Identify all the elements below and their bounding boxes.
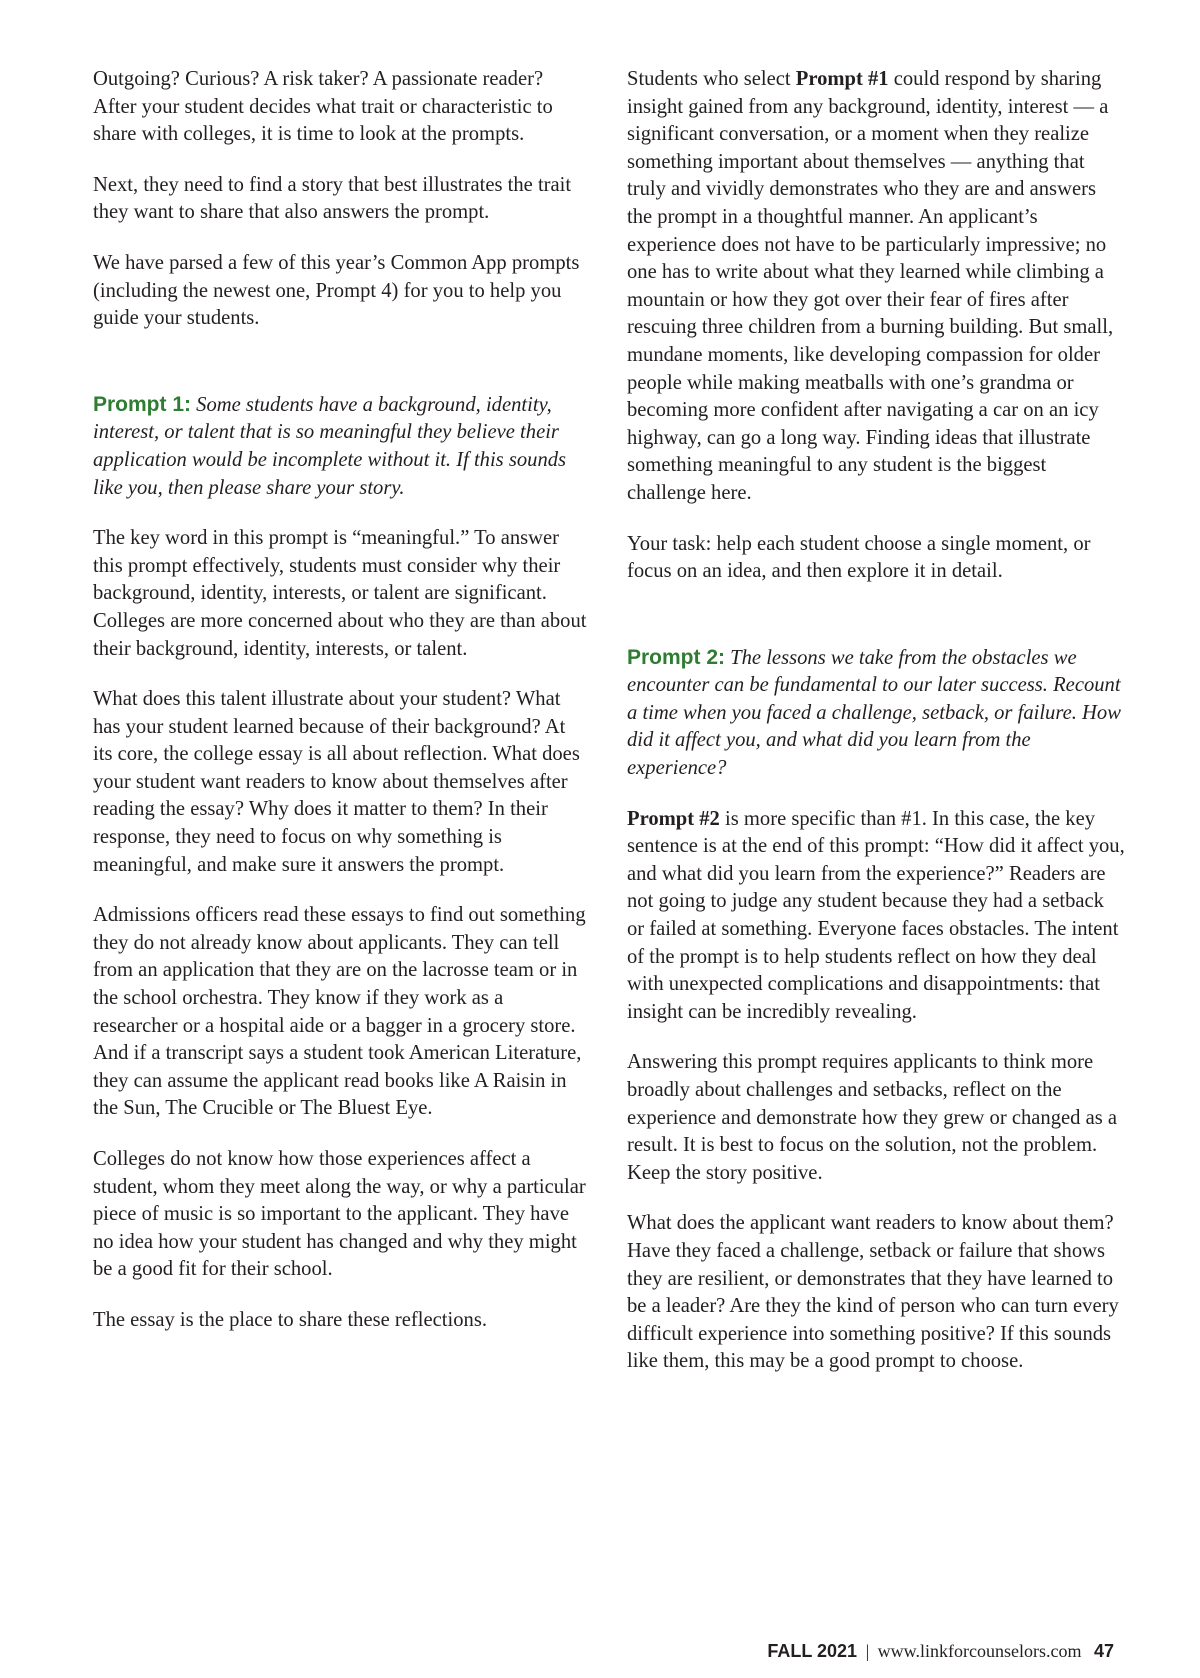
task-paragraph: Your task: help each student choose a single moment, or focus on an idea, and then explore it in detail. — [627, 532, 1091, 583]
admissions-paragraph: Admissions officers read these essays to find out something they do not already know about applicants. They can tell from an application that they are on the lacrosse team or in the school orchestra. They know if they work as a researcher or a hospital aide or a bagger in a grocery store. And if a transcript says a student took American Literature, they can assume the applicant read books like A Raisin in the Sun, The Crucible or The Bluest Eye. — [93, 904, 586, 1120]
essay-paragraph: The essay is the place to share these reflections. — [93, 1308, 487, 1331]
page-number: 47 — [1093, 1641, 1114, 1661]
answering-paragraph: Answering this prompt requires applicants to think more broadly about challenges and setbacks, reflect on the experience and demonstrate how they grew or changed as a result. It is best to focus on the solution, not the problem. Keep the story positive. — [627, 1051, 1118, 1184]
prompt-1-label: Prompt #1 — [795, 68, 889, 90]
talent-paragraph: What does this talent illustrate about your student? What has your student learned because of their background? At its core, the college essay is all about reflection. What does your student want readers to know about themselves after reading the essay? Why does it matter to them? In their response, they need to focus on why something is meaningful, and make sure it answers the prompt. — [93, 688, 580, 876]
left-column — [93, 66, 589, 1358]
prompt-2-label: Prompt #2 — [627, 807, 720, 830]
prompt-2-response-paragraph — [627, 806, 1125, 1027]
page-footer — [767, 1641, 1114, 1662]
issue-label: FALL 2021 — [767, 1641, 858, 1661]
footer-separator: | — [865, 1641, 870, 1661]
website-link[interactable]: www.linkforcounselors.com — [877, 1641, 1082, 1661]
story-paragraph: Next, they need to find a story that best illustrates the trait they want to share that also answers the prompt. — [93, 173, 572, 224]
prompt-1-response-body: could respond by sharing insight gained from any background, identity, interest — a significant conversation, or a moment when they realize something important about themselves — anything that truly and vividly demonstrates who they are and answers the prompt in a thoughtful manner. An applicant’s experience does not have to be particularly impressive; no one has to write about what they learned while climbing a mountain or how they got over their fear of fires after rescuing three children from a burning building. But small, mundane moments, like developing compassion for older people while making meatballs with one’s grandma or becoming more confident after navigating a car on an icy highway, can go a long way. Finding ideas that illustrate something meaningful to any student is the biggest challenge here. — [627, 68, 1114, 504]
prompt-1-block — [93, 391, 589, 502]
colleges-paragraph: Colleges do not know how those experiences affect a student, whom they meet along the way, or why a particular piece of music is so important to the applicant. They have no idea how your student has changed and why they might be a good fit for their school. — [93, 1148, 586, 1281]
right-column — [627, 66, 1125, 1399]
meaningful-paragraph: The key word in this prompt is “meaningful.” To answer this prompt effectively, students must consider why their background, identity, interests, or talent are significant. Colleges are more concerned about who they are than about their background, identity, interests, or talent. — [93, 527, 587, 660]
prompt-1-response-lead: Students who select — [627, 68, 796, 90]
parsed-prompts-paragraph: We have parsed a few of this year’s Common App prompts (including the newest one, Prompt 4) for you to help you guide your students. — [93, 251, 580, 330]
prompt-1-response-paragraph — [627, 66, 1125, 508]
prompt-2-block — [627, 644, 1125, 783]
prompt-2-heading: Prompt 2: — [627, 645, 726, 669]
prompt-1-heading: Prompt 1: — [93, 392, 192, 416]
prompt-1-text: Some students have a background, identity, interest, or talent that is so meaningful they believe their application would be incomplete without it. If this sounds like you, then please share your story. — [93, 393, 567, 499]
intro-paragraph: Outgoing? Curious? A risk taker? A passionate reader? After your student decides what trait or characteristic to share with colleges, it is time to look at the prompts. — [93, 68, 553, 146]
prompt-2-text: The lessons we take from the obstacles we encounter can be fundamental to our later success. Recount a time when you faced a challenge, setback, or failure. How did it affect you, and what did you learn from the experience? — [627, 646, 1121, 780]
prompt-2-response-body: is more specific than #1. In this case, the key sentence is at the end of this prompt: “How did it affect you, and what did you learn from the experience?” Readers are not going to judge any student because they had a setback or failed at something. Everyone faces obstacles. The intent of the prompt is to help students reflect on how they deal with unexpected complications and disappointments: that insight can be incredibly revealing. — [627, 807, 1125, 1023]
applicant-paragraph: What does the applicant want readers to know about them? Have they faced a challenge, setback or failure that shows they are resilient, or demonstrates that they have learned to be a leader? Are they the kind of person who can turn every difficult experience into something positive? If this sounds like them, this may be a good prompt to choose. — [627, 1212, 1119, 1373]
